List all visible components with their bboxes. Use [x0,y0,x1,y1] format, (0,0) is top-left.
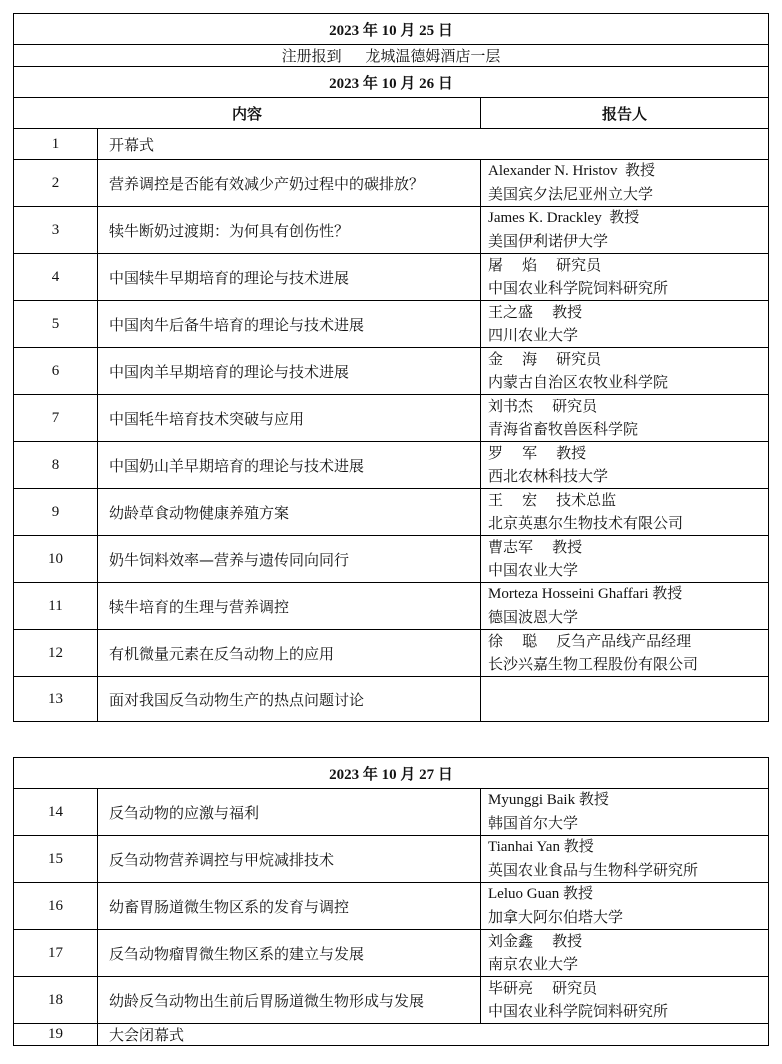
speaker-name: 王 宏 技术总监 [488,491,617,509]
row-topic: 中国奶山羊早期培育的理论与技术进展 [98,442,481,489]
speaker-affiliation: 德国波恩大学 [488,608,579,626]
speaker-affiliation: 内蒙古自治区农牧业科学院 [488,373,669,391]
row-topic: 犊牛培育的生理与营养调控 [98,583,481,630]
speaker-affiliation: 中国农业大学 [488,561,579,579]
table-row [14,160,769,207]
row-topic: 中国肉牛后备牛培育的理论与技术进展 [98,301,481,348]
row-number: 10 [14,536,98,583]
row-topic: 营养调控是否能有效减少产奶过程中的碳排放？ [98,160,481,207]
speaker-affiliation: 韩国首尔大学 [488,814,579,832]
speaker-name: 徐 聪 反刍产品线产品经理 [488,632,692,650]
row-number: 9 [14,489,98,536]
row-number: 12 [14,630,98,677]
row-number: 8 [14,442,98,489]
row-topic: 反刍动物的应激与福利 [98,789,481,836]
row-number: 7 [14,395,98,442]
row-speaker [481,536,769,583]
row-number: 13 [14,677,98,722]
schedule-table-day3 [13,757,769,1046]
speaker-name: Leluo Guan 教授 [488,886,593,902]
row-speaker [481,977,769,1024]
speaker-name: Myunggi Baik 教授 [488,792,609,808]
table-row [14,489,769,536]
registration-label: 注册报到 龙城温德姆酒店一层 [281,47,501,65]
row-number: 15 [14,836,98,883]
table-row [14,883,769,930]
column-header-content: 内容 [14,98,481,129]
row-topic: 犊牛断奶过渡期：为何具有创伤性？ [98,207,481,254]
row-topic: 开幕式 [98,129,769,160]
table-row [14,630,769,677]
row-speaker [481,160,769,207]
row-number: 17 [14,930,98,977]
row-topic: 面对我国反刍动物生产的热点问题讨论 [98,677,481,722]
row-speaker [481,489,769,536]
row-speaker [481,583,769,630]
speaker-affiliation: 中国农业科学院饲料研究所 [488,1002,669,1020]
speaker-name: 屠 焰 研究员 [488,256,602,274]
column-header-row [14,98,769,129]
registration-text [14,45,769,67]
row-number: 18 [14,977,98,1024]
row-topic: 有机微量元素在反刍动物上的应用 [98,630,481,677]
speaker-name: Morteza Hosseini Ghaffari 教授 [488,586,683,602]
date-row-oct25 [14,14,769,45]
date-heading: 2023 年 10 月 26 日 [14,67,769,98]
table-row [14,536,769,583]
row-topic: 幼龄草食动物健康养殖方案 [98,489,481,536]
date-heading: 2023 年 10 月 25 日 [14,14,769,45]
table-row [14,677,769,722]
speaker-name: Tianhai Yan 教授 [488,839,594,855]
table-row [14,395,769,442]
speaker-name: 曹志军 教授 [488,538,583,556]
row-number: 16 [14,883,98,930]
date-heading: 2023 年 10 月 27 日 [14,758,769,789]
speaker-affiliation: 西北农林科技大学 [488,467,609,485]
row-topic: 反刍动物瘤胃微生物区系的建立与发展 [98,930,481,977]
speaker-affiliation: 中国农业科学院饲料研究所 [488,279,669,297]
row-speaker [481,836,769,883]
row-speaker [481,883,769,930]
speaker-affiliation: 加拿大阿尔伯塔大学 [488,908,624,926]
table-row [14,442,769,489]
row-number: 2 [14,160,98,207]
table-row [14,789,769,836]
row-topic: 幼畜胃肠道微生物区系的发育与调控 [98,883,481,930]
row-speaker [481,348,769,395]
table-row [14,254,769,301]
date-row-oct27 [14,758,769,789]
speaker-affiliation: 英国农业食品与生物科学研究所 [488,861,699,879]
row-number: 11 [14,583,98,630]
speaker-affiliation: 青海省畜牧兽医科学院 [488,420,639,438]
table-row [14,583,769,630]
row-number: 1 [14,129,98,160]
row-topic: 中国牦牛培育技术突破与应用 [98,395,481,442]
speaker-affiliation: 美国宾夕法尼亚州立大学 [488,185,654,203]
speaker-name: Alexander N. Hristov 教授 [488,163,656,179]
row-topic: 幼龄反刍动物出生前后胃肠道微生物形成与发展 [98,977,481,1024]
date-row-oct26 [14,67,769,98]
speaker-name: 刘金鑫 教授 [488,932,583,950]
row-speaker [481,301,769,348]
row-number: 6 [14,348,98,395]
row-topic: 奶牛饲料效率—营养与遗传同向同行 [98,536,481,583]
row-number: 3 [14,207,98,254]
row-speaker [481,630,769,677]
table-row [14,836,769,883]
row-speaker [481,442,769,489]
row-number: 4 [14,254,98,301]
speaker-affiliation: 北京英惠尔生物技术有限公司 [488,514,684,532]
table-row [14,1024,769,1046]
row-speaker [481,677,769,722]
speaker-name: 刘书杰 研究员 [488,397,598,415]
row-speaker [481,789,769,836]
speaker-affiliation: 四川农业大学 [488,326,579,344]
row-topic: 中国肉羊早期培育的理论与技术进展 [98,348,481,395]
row-number: 5 [14,301,98,348]
row-number: 19 [14,1024,98,1046]
row-topic: 反刍动物营养调控与甲烷减排技术 [98,836,481,883]
speaker-name: 毕研亮 研究员 [488,979,598,997]
table-row [14,207,769,254]
speaker-name: 金 海 研究员 [488,350,602,368]
table-row [14,348,769,395]
row-speaker [481,930,769,977]
table-row [14,301,769,348]
row-speaker [481,254,769,301]
row-number: 14 [14,789,98,836]
speaker-name: 王之盛 教授 [488,303,583,321]
column-header-speaker: 报告人 [481,98,769,129]
speaker-affiliation: 美国伊利诺伊大学 [488,232,609,250]
row-topic: 大会闭幕式 [98,1024,769,1046]
table-row [14,977,769,1024]
row-speaker [481,395,769,442]
row-speaker [481,207,769,254]
schedule-table-day1-day2 [13,13,769,722]
table-row [14,930,769,977]
registration-row [14,45,769,67]
speaker-affiliation: 长沙兴嘉生物工程股份有限公司 [488,655,699,673]
table-row [14,129,769,160]
row-topic: 中国犊牛早期培育的理论与技术进展 [98,254,481,301]
speaker-name: James K. Drackley 教授 [488,210,640,226]
speaker-name: 罗 军 教授 [488,444,587,462]
speaker-affiliation: 南京农业大学 [488,955,579,973]
